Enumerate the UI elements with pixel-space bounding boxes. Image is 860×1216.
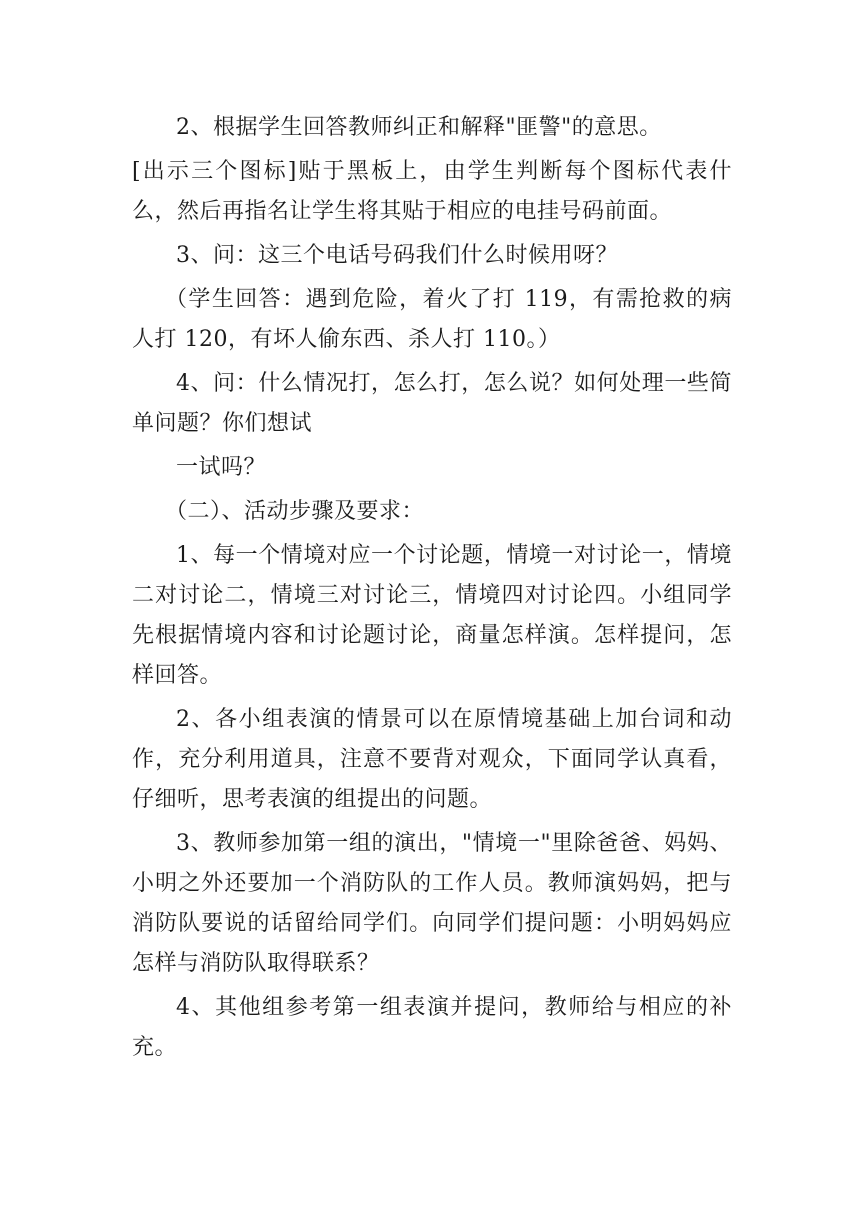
paragraph-question-when-use: 3、问：这三个电话号码我们什么时候用呀？ — [176, 243, 618, 268]
paragraph-step-3: 3、教师参加第一组的演出，"情境一"里除爸爸、妈妈、小明之外还要加一个消防队的工作人员。教师演妈妈，把与消防队要说的话留给同学们。向同学们提问题：小明妈妈应怎样与消防队取得联系？ — [132, 831, 732, 976]
paragraph-question-how-call: 4、问：什么情况打，怎么打，怎么说？如何处理一些简单问题？你们想试 — [132, 371, 732, 436]
paragraph-try-it: 一试吗？ — [176, 455, 267, 480]
paragraph-step-4: 4、其他组参考第一组表演并提问，教师给与相应的补充。 — [132, 995, 732, 1060]
paragraph-step-2: 2、各小组表演的情景可以在原情境基础上加台词和动作，充分利用道具，注意不要背对观众，下面同学认真看，仔细听，思考表演的组提出的问题。 — [132, 707, 732, 812]
section-heading-activity-steps: （二）、活动步骤及要求： — [165, 499, 425, 524]
paragraph-step-1: 1、每一个情境对应一个讨论题，情境一对讨论一，情境二对讨论二，情境三对讨论三，情境四对讨论四。小组同学先根据情境内容和讨论题讨论，商量怎样演。怎样提问，怎样回答。 — [132, 543, 732, 688]
paragraph-student-answer: （学生回答：遇到危险，着火了打 119，有需抢救的病人打 120，有坏人偷东西、杀人打 110。） — [132, 287, 732, 352]
paragraph-explain-bandit-alarm: 2、根据学生回答教师纠正和解释"匪警"的意思。 — [176, 115, 662, 140]
document-body — [132, 108, 732, 1072]
paragraph-show-icons: [出示三个图标]贴于黑板上，由学生判断每个图标代表什么，然后再指名让学生将其贴于相应的电挂号码前面。 — [132, 159, 732, 224]
